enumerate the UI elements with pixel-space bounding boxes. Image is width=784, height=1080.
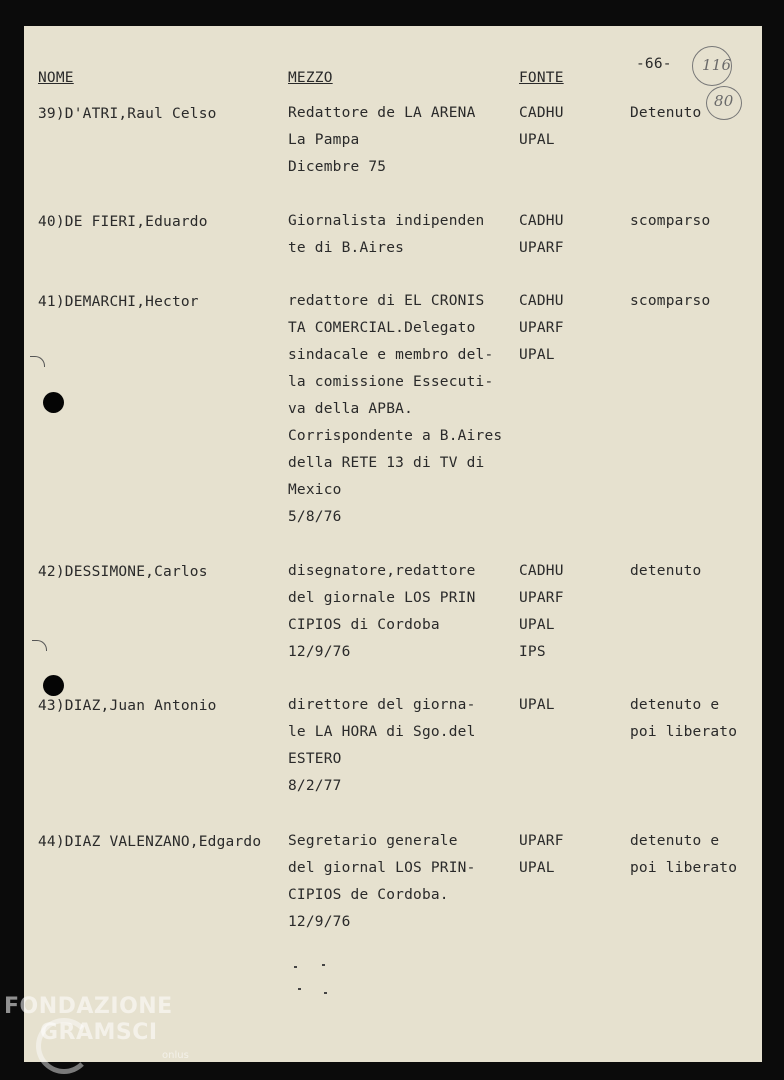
fonte-line: UPAL	[519, 860, 555, 876]
entry-stato	[630, 208, 710, 235]
fonte-line: UPARF	[519, 833, 564, 849]
watermark-line1: FONDAZIONE	[4, 994, 173, 1019]
mezzo-line: disegnatore,redattore	[288, 563, 476, 579]
fonte-line: UPARF	[519, 320, 564, 336]
entry-mezzo	[288, 208, 484, 262]
stato-line: scomparso	[630, 213, 711, 229]
stato-line: detenuto	[630, 563, 702, 579]
watermark-line2: GRAMSCI	[40, 1020, 158, 1045]
entry-stato	[630, 558, 701, 585]
mezzo-line: Segretario generale	[288, 833, 458, 849]
fonte-line: UPAL	[519, 697, 555, 713]
entry-fonte	[519, 100, 564, 154]
fonte-line: UPARF	[519, 240, 564, 256]
header-mezzo: MEZZO	[288, 70, 333, 86]
entry-stato	[630, 692, 737, 746]
hole-reinforcement-mark	[30, 356, 45, 367]
archive-stamp-number: 116	[702, 56, 732, 74]
mezzo-line: te di B.Aires	[288, 240, 405, 256]
mezzo-line: CIPIOS di Cordoba	[288, 617, 440, 633]
mezzo-line: Giornalista indipenden	[288, 213, 485, 229]
fonte-line: IPS	[519, 644, 546, 660]
fonte-line: CADHU	[519, 293, 564, 309]
mezzo-line: 5/8/76	[288, 509, 342, 525]
ink-speck	[322, 964, 325, 966]
mezzo-line: 8/2/77	[288, 778, 342, 794]
mezzo-line: la comissione Essecuti-	[288, 374, 494, 390]
fonte-line: UPAL	[519, 132, 555, 148]
stato-line: scomparso	[630, 293, 711, 309]
mezzo-line: direttore del giorna-	[288, 697, 476, 713]
entry-name: 39)D'ATRI,Raul Celso	[38, 106, 217, 122]
mezzo-line: le LA HORA di Sgo.del	[288, 724, 476, 740]
stato-line: detenuto e	[630, 833, 720, 849]
entry-fonte	[519, 692, 555, 719]
mezzo-line: ESTERO	[288, 751, 342, 767]
watermark-line3: onlus	[162, 1050, 189, 1061]
header-nome: NOME	[38, 70, 74, 86]
entry-name: 41)DEMARCHI,Hector	[38, 294, 199, 310]
stato-line: Detenuto	[630, 105, 702, 121]
hole-reinforcement-mark	[32, 640, 47, 651]
entry-name: 40)DE FIERI,Eduardo	[38, 214, 208, 230]
mezzo-line: Dicembre 75	[288, 159, 387, 175]
entry-name: 42)DESSIMONE,Carlos	[38, 564, 208, 580]
mezzo-line: La Pampa	[288, 132, 360, 148]
mezzo-line: del giornale LOS PRIN	[288, 590, 476, 606]
ink-speck	[294, 966, 297, 968]
entry-name: 44)DIAZ VALENZANO,Edgardo	[38, 834, 262, 850]
mezzo-line: sindacale e membro del-	[288, 347, 494, 363]
fonte-line: UPAL	[519, 347, 555, 363]
entry-mezzo	[288, 288, 502, 531]
entry-mezzo	[288, 100, 476, 181]
mezzo-line: Corrispondente a B.Aires	[288, 428, 503, 444]
mezzo-line: CIPIOS de Cordoba.	[288, 887, 449, 903]
ink-speck	[298, 988, 301, 990]
ink-speck	[324, 992, 327, 994]
entry-name: 43)DIAZ,Juan Antonio	[38, 698, 217, 714]
entry-stato	[630, 828, 737, 882]
mezzo-line: TA COMERCIAL.Delegato	[288, 320, 476, 336]
mezzo-line: della RETE 13 di TV di	[288, 455, 485, 471]
fonte-line: UPAL	[519, 617, 555, 633]
entry-stato	[630, 288, 710, 315]
fonte-line: UPARF	[519, 590, 564, 606]
stato-line: poi liberato	[630, 724, 738, 740]
fonte-line: CADHU	[519, 105, 564, 121]
mezzo-line: 12/9/76	[288, 644, 351, 660]
entry-fonte	[519, 208, 564, 262]
punch-hole	[43, 675, 64, 696]
mezzo-line: Mexico	[288, 482, 342, 498]
stato-line: detenuto e	[630, 697, 720, 713]
mezzo-line: 12/9/76	[288, 914, 351, 930]
mezzo-line: del giornal LOS PRIN-	[288, 860, 476, 876]
document-page	[24, 26, 762, 1062]
fonte-line: CADHU	[519, 563, 564, 579]
stato-line: poi liberato	[630, 860, 738, 876]
entry-stato	[630, 100, 701, 127]
entry-fonte	[519, 828, 564, 882]
entry-fonte	[519, 558, 564, 666]
mezzo-line: va della APBA.	[288, 401, 414, 417]
mezzo-line: redattore di EL CRONIS	[288, 293, 485, 309]
entry-fonte	[519, 288, 564, 369]
page-number: -66-	[636, 56, 672, 72]
fonte-line: CADHU	[519, 213, 564, 229]
punch-hole	[43, 392, 64, 413]
entry-mezzo	[288, 692, 476, 800]
entry-mezzo	[288, 828, 476, 936]
archive-stamp-number-secondary: 80	[714, 92, 734, 110]
entry-mezzo	[288, 558, 476, 666]
mezzo-line: Redattore de LA ARENA	[288, 105, 476, 121]
header-fonte: FONTE	[519, 70, 564, 86]
